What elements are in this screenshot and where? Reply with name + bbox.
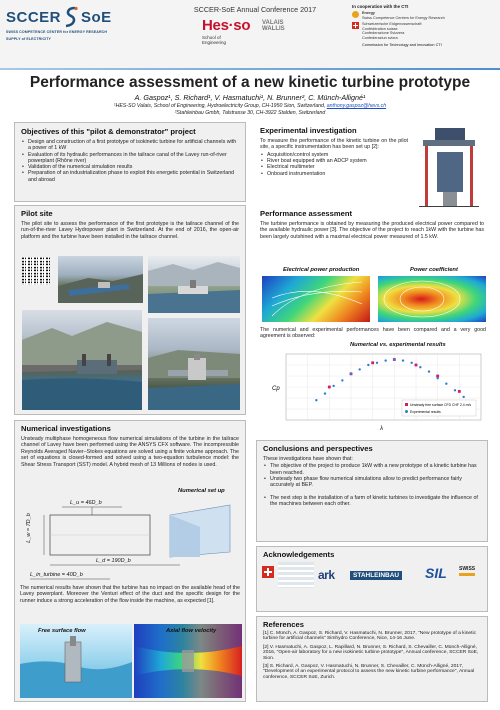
- list-item: • Unsteady two phase flow numerical simulations allow to predict performance fairly accurately at BEP.: [263, 476, 481, 489]
- conclusions-panel: [256, 440, 488, 542]
- experimental-text: To measure the performance of the kinetic turbine on the pilot site, a specific instrumentation has been set up [2]:: [260, 138, 408, 151]
- list-item: • The next step is the installation of a farm of kinetic turbines to investigate the influence of the machines between each other.: [263, 495, 481, 508]
- list-item: • Preparation of an industrialization phase to exploit this energetic potential in Switzerland and abroad: [21, 170, 239, 183]
- turbine-platform-render: [415, 122, 485, 214]
- experimental-point: [436, 377, 438, 379]
- hesso-logo: Hes·so VALAIS WALLIS School of Engineering: [202, 17, 285, 45]
- dim-downstream: L_d = 190D_b: [96, 558, 131, 564]
- swiss-logo: SWISS: [459, 566, 475, 576]
- setup-label: Numerical set up: [178, 488, 225, 494]
- list-item: • River boat equipped with an ADCP system: [260, 158, 410, 164]
- dim-turbine: L_in_turbine = 40D_b: [30, 572, 83, 578]
- dim-width: L_w = 7D_b: [25, 513, 32, 543]
- stahleinbau-logo: STAHLEINBAU: [350, 571, 402, 580]
- experimental-point: [384, 359, 386, 361]
- swiss-flag-icon: [352, 22, 359, 29]
- references-panel: [256, 616, 488, 702]
- cti-logos: In cooperation with the CTI Energy Swiss Competence Centers for Energy Research Schweizerische Eidgenossenschaft Confédération suisse Confederazione Svizzera Confederaziun svizra Commission for Technology and Innovation CTI: [352, 4, 445, 47]
- sccer-swirl-icon: [63, 6, 79, 28]
- conference-name: SCCER-SoE Annual Conference 2017: [193, 5, 317, 14]
- pilot-site-river-photo: [148, 256, 240, 313]
- experimental-point: [428, 370, 430, 372]
- experimental-point: [454, 389, 456, 391]
- reference-2: [2] V. Hasmatuchi, A. Gaspoz, L. Rapillard, N. Brunner, S. Richard, S. Chevailler, C. Münch-Alligné, 2016, "Open-air laboratory for a new isokinetic turbine prototype", Annual conference, SCCER SoE, Sion.: [263, 644, 479, 661]
- conclusions-list: [263, 463, 481, 488]
- sccer-logo: SCCER SoE SWISS COMPETENCE CENTER for ENERGY RESEARCH SUPPLY of ELECTRICITY: [6, 6, 166, 42]
- affiliation-1: ¹HES-SO Valais, School of Engineering, Hydroelectricity Group, CH-1950 Sion, Switzerland, anthony.gaspoz@hevs.ch: [113, 103, 387, 109]
- installed-turbine-photo: [148, 318, 240, 410]
- list-item: • Onboard instrumentation: [260, 171, 410, 177]
- dim-upstream: L_u = 46D_b: [70, 500, 102, 506]
- legend-marker-exp: [405, 410, 408, 413]
- energy-icon: [352, 11, 359, 18]
- cfd-point: [436, 375, 439, 378]
- ark-logo: ark: [318, 568, 335, 582]
- sil-logo: SIL: [425, 565, 447, 581]
- cfd-point: [371, 361, 374, 364]
- experimental-point: [462, 396, 464, 398]
- pilot-site-aerial-photo: [58, 256, 143, 303]
- confederation-logo: [278, 562, 314, 588]
- legend-marker-cfd: [405, 403, 408, 406]
- experimental-point: [419, 366, 421, 368]
- free-surface-flow-image: [20, 624, 132, 698]
- experimental-point: [315, 399, 317, 401]
- power-coefficient-label: Power coefficient: [410, 267, 458, 273]
- cfd-point: [458, 390, 461, 393]
- experimental-point: [410, 362, 412, 364]
- references-heading: References: [263, 620, 304, 629]
- conclusions-heading: Conclusions and perspectives: [263, 444, 373, 453]
- experimental-point: [376, 362, 378, 364]
- experimental-point: [341, 379, 343, 381]
- affiliation-2: ²Stahleinbau Gmbh, Talstrasse 30, CH-3922 Stalden, Switzerland: [174, 110, 326, 116]
- plot-title: Numerical vs. experimental results: [350, 342, 446, 348]
- numerical-heading: Numerical investigations: [21, 424, 111, 433]
- compare-text: The numerical and experimental performances have been compared and a very good agreement is observed:: [260, 327, 486, 340]
- performance-panel: [256, 207, 488, 267]
- list-item: • Acquisition/control system: [260, 152, 410, 158]
- free-surface-label: Free surface flow: [38, 628, 86, 634]
- next-step-list: [263, 495, 481, 508]
- axial-flow-velocity-image: [134, 624, 242, 698]
- poster-title: Performance assessment of a new kinetic turbine prototype: [29, 74, 471, 91]
- cfd-point: [328, 386, 331, 389]
- list-item: • Electrical multimeter: [260, 164, 410, 170]
- list-item: • Validation of the numerical simulation results: [21, 164, 239, 170]
- ack-heading: Acknowledgements: [263, 550, 335, 559]
- experimental-list: [260, 152, 410, 177]
- experimental-point: [402, 359, 404, 361]
- authors: A. Gaspoz¹, S. Richard¹, V. Hasmatuchi¹, N. Brunner², C. Münch-Alligné¹: [134, 93, 366, 102]
- legend-cfd: Unsteady free surface CFD CHF 2.4 m/s: [410, 403, 472, 407]
- tailrace-platform-photo: [22, 310, 142, 410]
- electrical-power-map: [262, 276, 370, 322]
- experimental-point: [332, 385, 334, 387]
- objectives-list: [21, 139, 239, 183]
- qr-code-icon[interactable]: [22, 257, 50, 285]
- list-item: • Evaluation of its hydraulic performances in the tailrace canal of the Lavey run-of-river powerplant (Rhône river): [21, 152, 239, 165]
- x-axis-label: λ: [380, 426, 383, 432]
- experimental-point: [324, 392, 326, 394]
- list-item: • Design and construction of a first prototype of isokinetic turbine for artificial channels with a power of 1 kW: [21, 139, 239, 152]
- power-coefficient-map: [378, 276, 486, 322]
- numerical-text: Unsteady multiphase homogeneous flow numerical simulations of the turbine in the tailrace channel of Lavey have been performed using the ANSYS CFX software. The incompressible Reynolds Averaged Navier–Stokes equations are solved using a finite volume approach. The set of equations is closed-formed and solved using a two-equation turbulence model: the Shear Stress Transport (SST) model. A hybrid mesh of 13 Millions of nodes is used.: [21, 436, 239, 468]
- performance-heading: Performance assessment: [260, 209, 353, 218]
- power-map-label: Electrical power production: [283, 267, 360, 273]
- experimental-point: [393, 358, 395, 360]
- objectives-panel: [14, 122, 246, 202]
- experimental-point: [350, 373, 352, 375]
- experimental-heading: Experimental investigation: [260, 126, 357, 135]
- experimental-point: [445, 383, 447, 385]
- experimental-point: [358, 368, 360, 370]
- cfd-point: [415, 364, 418, 367]
- conclusions-intro: These investigations have shown that:: [263, 456, 353, 462]
- experimental-point: [367, 364, 369, 366]
- performance-text: The turbine performance is obtained by measuring the produced electrical power compared to the available hydraulic power [3]. The objective of the project to reach 1kW with the turbine has been largely outshined with a maximal electrical power measured of 1.5 kW.: [260, 221, 484, 240]
- y-axis-label: Cp: [272, 386, 280, 392]
- axial-flow-label: Axial flow velocity: [166, 628, 217, 634]
- list-item: • The objective of the project to produce 1kW with a new prototype of a kinetic turbine has been reached.: [263, 463, 481, 476]
- numerical-results-text: The numerical results have shown that the turbine has no impact on the available head of the Lavey powerplant. Moreover the Venturi effect of the duct and the specific design for the runner induce a strong acceleration of the flow inside the machine, as expected [1].: [20, 585, 240, 604]
- reference-3: [3] S. Richard, A. Gaspoz, V. Hasmatuchi, N. Brunner, S. Chevailler, C. Münch-Alligné, 2017, "Development of an experimental protocol to assess the new kinetic turbine performance", Annual conference, SCCER SoE, Zurich.: [263, 664, 475, 680]
- pilot-text: The pilot site to assess the performance of the first prototype is the tailrace channel of the run-of-the-river Lavey Hydropower plant in Switzerland. At the end of 2016, the open-air platform and the turbine have been installed in the tailrace channel.: [21, 221, 239, 240]
- reference-1: [1] C. Münch, A. Gaspoz, S. Richard, V. Hasmatuchi, N. Brunner, 2017, "New prototype of a kinetic turbine for artificial channels" Simhydro Conference, Nice, 14-16 June.: [263, 631, 477, 642]
- objectives-heading: Objectives of this "pilot & demonstrator" project: [21, 127, 196, 136]
- pilot-heading: Pilot site: [21, 209, 53, 218]
- cp-vs-lambda-chart: [262, 350, 486, 432]
- legend-exp: Experimental results: [410, 410, 441, 414]
- legend: [402, 400, 476, 416]
